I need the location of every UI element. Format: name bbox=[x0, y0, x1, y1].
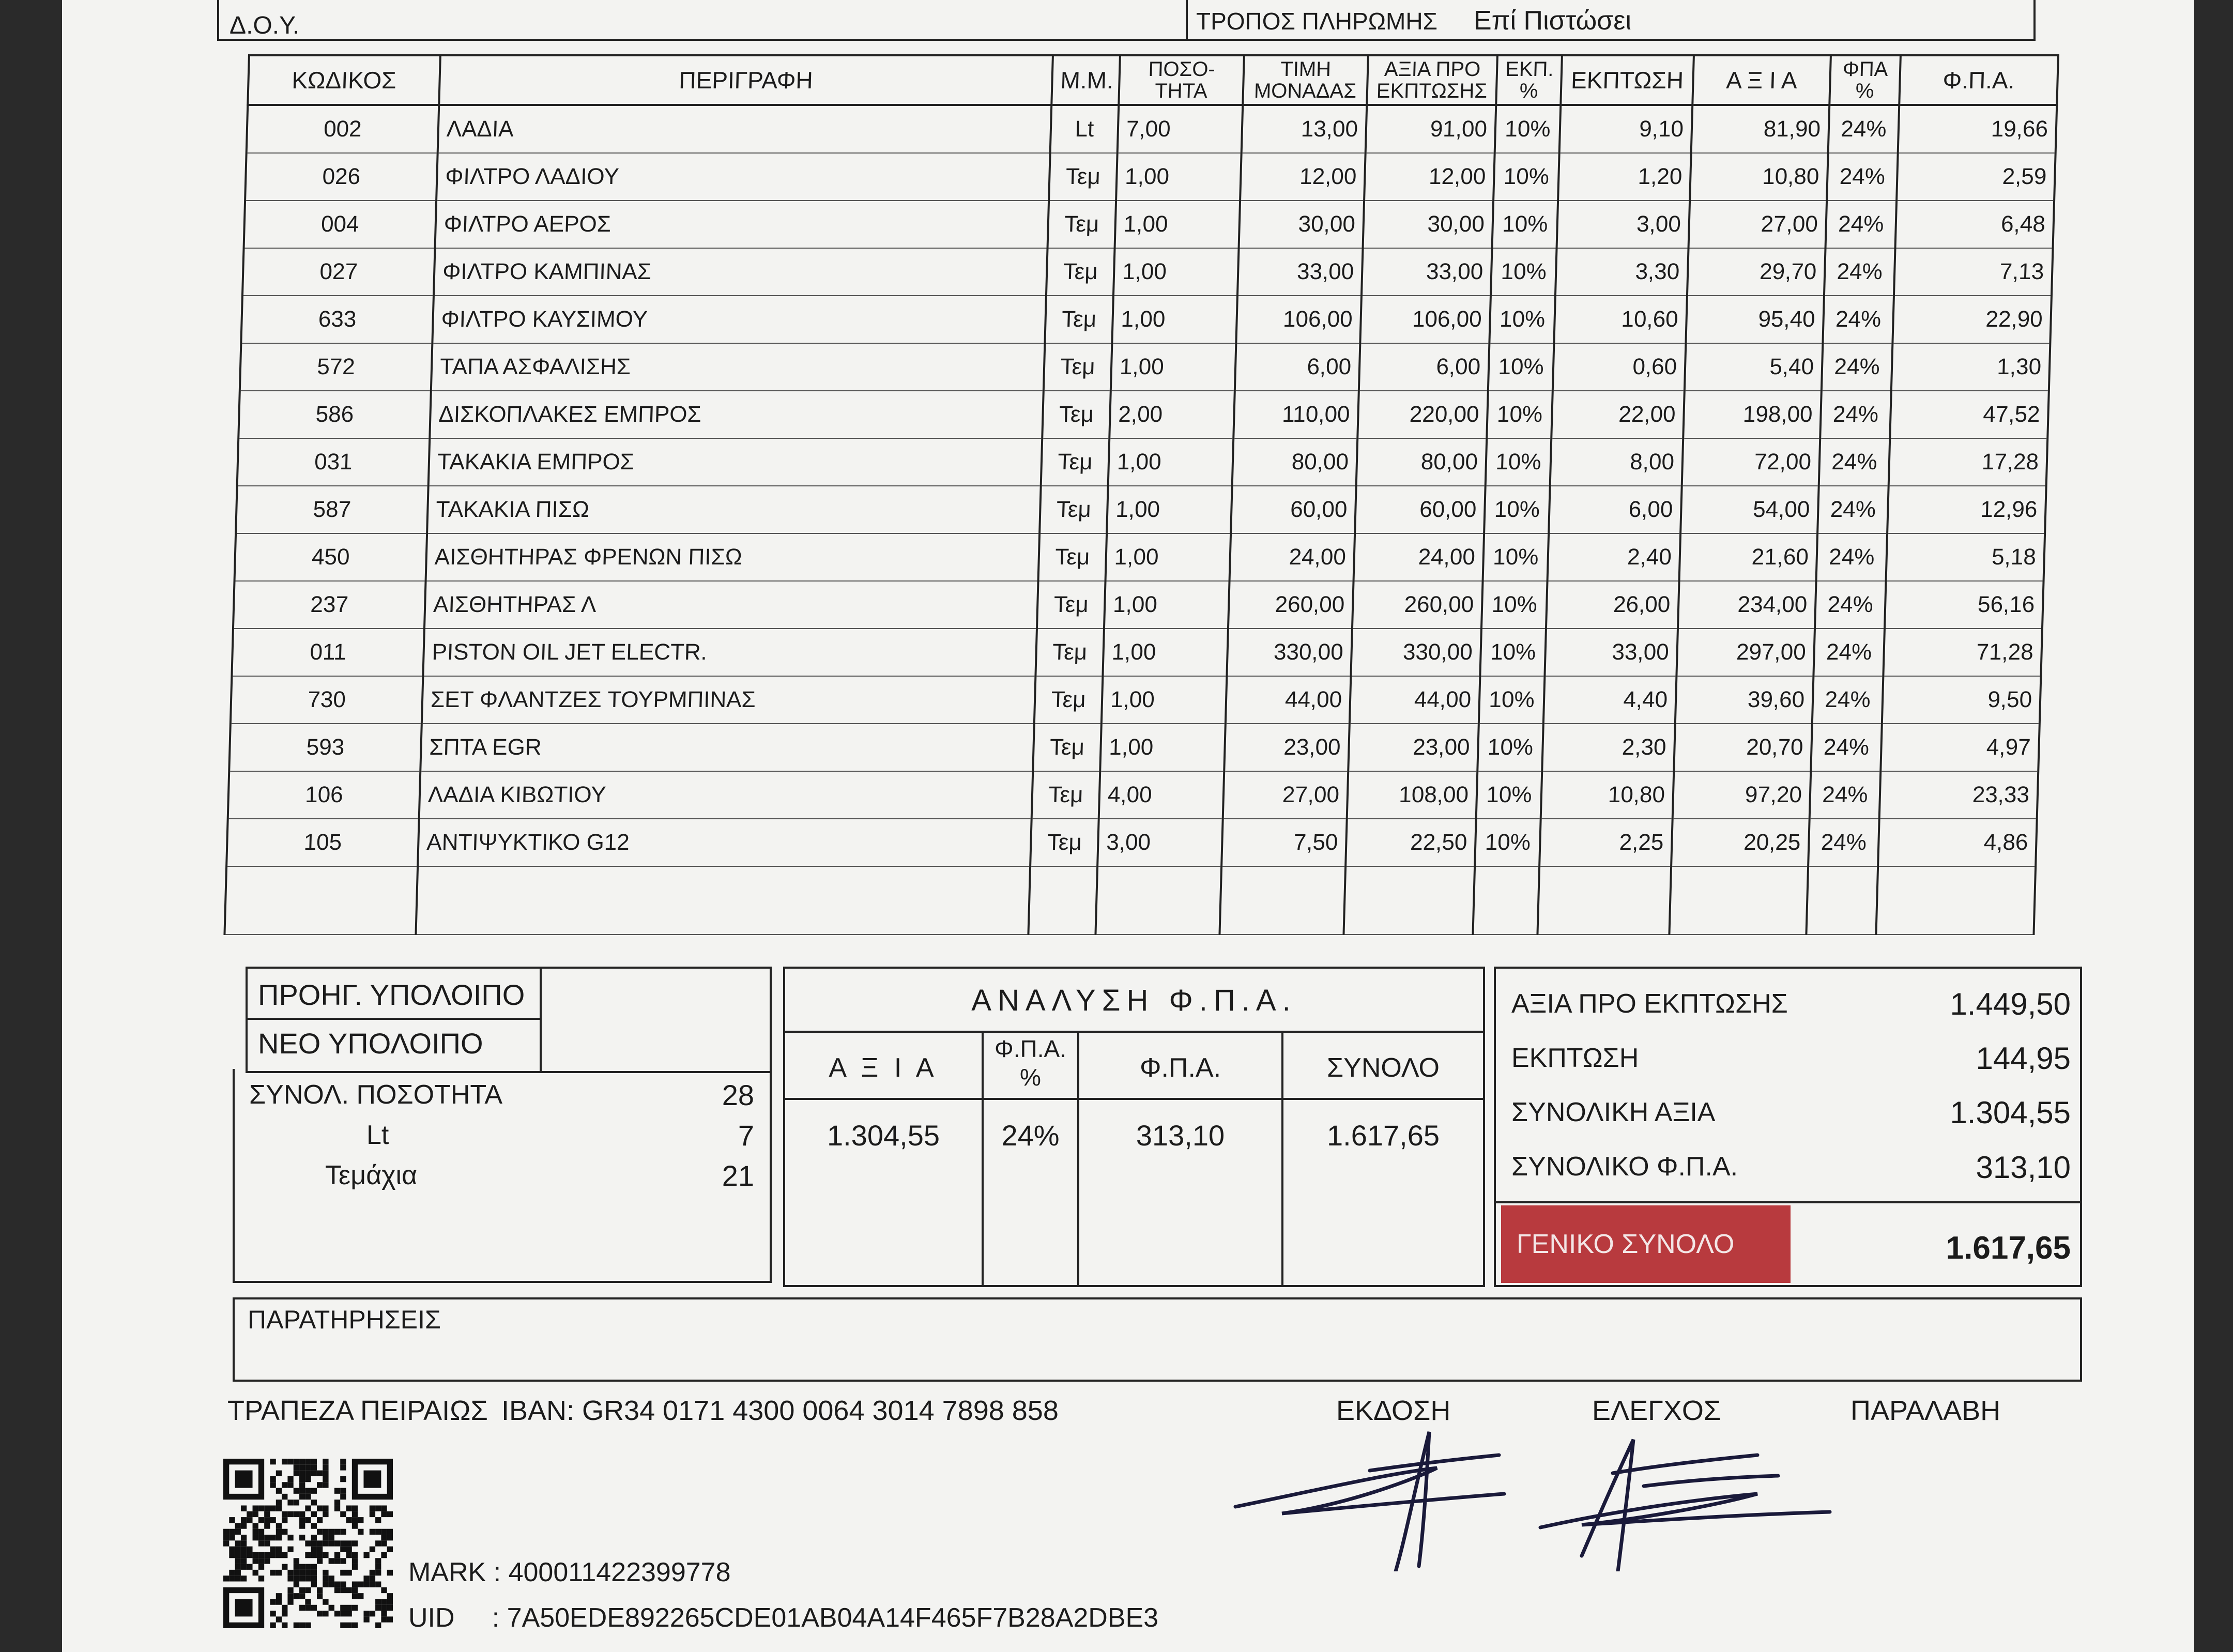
item-discount: 8,00 bbox=[1550, 438, 1684, 486]
item-unit-price: 13,00 bbox=[1242, 105, 1367, 153]
item-vat-percent: 24% bbox=[1820, 391, 1891, 438]
issue-label: ΕΚΔΟΣΗ bbox=[1336, 1395, 1451, 1426]
item-quantity: 4,00 bbox=[1099, 771, 1225, 819]
vat-value-cell: 1.304,55 bbox=[827, 1119, 940, 1152]
table-row bbox=[247, 105, 2057, 153]
vat-analysis-title: ΑΝΑΛΥΣΗ Φ.Π.Α. bbox=[971, 984, 1297, 1017]
total-qty-label: ΣΥΝΟΛ. ΠΟΣΟΤΗΤΑ bbox=[249, 1080, 503, 1110]
empty-cell bbox=[1473, 866, 1539, 935]
item-vat-percent: 24% bbox=[1812, 676, 1884, 724]
item-vat-percent: 24% bbox=[1827, 153, 1898, 201]
item-discount: 1,20 bbox=[1558, 153, 1691, 201]
item-discount-percent: 10% bbox=[1476, 771, 1542, 819]
item-quantity: 7,00 bbox=[1118, 105, 1243, 153]
item-discount-percent: 10% bbox=[1488, 343, 1554, 391]
item-value: 81,90 bbox=[1691, 105, 1830, 153]
item-gross-value: 60,00 bbox=[1355, 486, 1486, 533]
item-unit: Τεμ bbox=[1039, 486, 1108, 533]
payment-method bbox=[1196, 5, 1631, 36]
item-value: 297,00 bbox=[1676, 629, 1815, 676]
item-value: 72,00 bbox=[1682, 438, 1821, 486]
item-value: 198,00 bbox=[1683, 391, 1822, 438]
item-code: 633 bbox=[241, 296, 434, 343]
table-row bbox=[242, 248, 2053, 296]
item-gross-value: 80,00 bbox=[1356, 438, 1487, 486]
col-value-header: Α Ξ Ι Α bbox=[1692, 55, 1831, 105]
new-balance-label: ΝΕΟ ΥΠΟΛΟΙΠΟ bbox=[258, 1027, 483, 1060]
item-unit-price: 106,00 bbox=[1236, 296, 1362, 343]
item-vat-percent: 24% bbox=[1824, 248, 1895, 296]
vat-pct-header-1: Φ.Π.Α. bbox=[995, 1035, 1066, 1062]
vat-amount-header: Φ.Π.Α. bbox=[1139, 1053, 1221, 1083]
col-qty-header bbox=[1119, 55, 1244, 105]
quantities-box bbox=[233, 1069, 772, 1283]
item-discount: 9,10 bbox=[1559, 105, 1693, 153]
item-discount: 2,25 bbox=[1539, 819, 1673, 866]
item-vat: 2,59 bbox=[1896, 153, 2056, 201]
header-divider bbox=[1186, 0, 1188, 39]
net-total-value: 1.304,55 bbox=[1950, 1095, 2071, 1130]
item-vat-percent: 24% bbox=[1822, 343, 1893, 391]
item-quantity: 1,00 bbox=[1104, 581, 1230, 629]
item-code: 237 bbox=[233, 581, 426, 629]
item-discount-percent: 10% bbox=[1487, 391, 1553, 438]
item-unit: Τεμ bbox=[1044, 343, 1112, 391]
item-unit: Lt bbox=[1050, 105, 1119, 153]
col-gross-header-2: ΕΚΠΤΩΣΗΣ bbox=[1376, 80, 1488, 102]
col-qty-header-2: ΤΗΤΑ bbox=[1154, 80, 1208, 102]
item-unit: Τεμ bbox=[1030, 819, 1099, 866]
item-unit-price: 27,00 bbox=[1223, 771, 1349, 819]
previous-balance-label: ΠΡΟΗΓ. ΥΠΟΛΟΙΠΟ bbox=[258, 978, 525, 1011]
notes-label: ΠΑΡΑΤΗΡΗΣΕΙΣ bbox=[248, 1305, 441, 1334]
total-qty-value: 28 bbox=[722, 1079, 754, 1111]
item-discount-percent: 10% bbox=[1479, 676, 1545, 724]
vat-total-value: 313,10 bbox=[1976, 1150, 2071, 1185]
col-discpct-header-1: ΕΚΠ. bbox=[1505, 58, 1554, 81]
item-quantity: 1,00 bbox=[1115, 201, 1241, 248]
item-quantity: 1,00 bbox=[1108, 438, 1234, 486]
table-row bbox=[240, 343, 2051, 391]
item-vat: 19,66 bbox=[1898, 105, 2057, 153]
item-code: 026 bbox=[245, 153, 438, 201]
item-quantity: 1,00 bbox=[1116, 153, 1242, 201]
item-unit: Τεμ bbox=[1048, 201, 1116, 248]
vat-analysis-divider-header bbox=[785, 1098, 1483, 1100]
table-row bbox=[231, 676, 2041, 724]
empty-cell bbox=[1219, 866, 1345, 935]
item-unit: Τεμ bbox=[1049, 153, 1118, 201]
item-code: 002 bbox=[247, 105, 439, 153]
table-row bbox=[228, 771, 2039, 819]
col-gross-header bbox=[1367, 55, 1497, 105]
item-unit-price: 60,00 bbox=[1231, 486, 1356, 533]
col-description-header: ΠΕΡΙΓΡΑΦΗ bbox=[439, 55, 1053, 105]
item-description: ΑΝΤΙΨΥΚΤΙΚΟ G12 bbox=[418, 819, 1032, 866]
item-vat: 23,33 bbox=[1879, 771, 2039, 819]
item-gross-value: 106,00 bbox=[1360, 296, 1491, 343]
item-description: ΑΙΣΘΗΤΗΡΑΣ ΦΡΕΝΩΝ ΠΙΣΩ bbox=[426, 533, 1040, 581]
item-unit-price: 80,00 bbox=[1232, 438, 1358, 486]
item-code: 450 bbox=[235, 533, 427, 581]
item-gross-value: 91,00 bbox=[1366, 105, 1496, 153]
item-description: ΤΑΚΑΚΙΑ ΕΜΠΡΟΣ bbox=[429, 438, 1043, 486]
col-code-header: ΚΩΔΙΚΟΣ bbox=[248, 55, 440, 105]
item-description: ΤΑΠΑ ΑΣΦΑΛΙΣΗΣ bbox=[431, 343, 1045, 391]
item-vat: 6,48 bbox=[1895, 201, 2055, 248]
item-description: ΦΙΛΤΡΟ ΑΕΡΟΣ bbox=[435, 201, 1049, 248]
vat-total-label: ΣΥΝΟΛΙΚΟ Φ.Π.Α. bbox=[1511, 1152, 1738, 1182]
item-vat-percent: 24% bbox=[1819, 438, 1890, 486]
balance-box bbox=[246, 967, 772, 1073]
item-description: ΣΕΤ ΦΛΑΝΤΖΕΣ ΤΟΥΡΜΠΙΝΑΣ bbox=[422, 676, 1036, 724]
item-description: PISTON OIL JET ELECTR. bbox=[423, 629, 1037, 676]
item-quantity: 1,00 bbox=[1103, 629, 1228, 676]
item-value: 234,00 bbox=[1678, 581, 1816, 629]
item-unit: Τεμ bbox=[1042, 391, 1111, 438]
col-gross-header-1: ΑΞΙΑ ΠΡΟ bbox=[1384, 58, 1481, 81]
gross-total-label: ΑΞΙΑ ΠΡΟ ΕΚΠΤΩΣΗΣ bbox=[1511, 989, 1788, 1019]
item-gross-value: 12,00 bbox=[1364, 153, 1495, 201]
item-gross-value: 220,00 bbox=[1357, 391, 1488, 438]
item-unit-price: 330,00 bbox=[1227, 629, 1352, 676]
item-discount: 2,30 bbox=[1542, 724, 1675, 771]
lt-label: Lt bbox=[366, 1120, 389, 1150]
table-row bbox=[236, 486, 2046, 533]
mark-number: MARK : 400011422399778 bbox=[408, 1557, 731, 1587]
item-unit: Τεμ bbox=[1037, 581, 1106, 629]
pieces-label: Τεμάχια bbox=[325, 1160, 418, 1190]
item-unit-price: 7,50 bbox=[1221, 819, 1347, 866]
item-quantity: 1,00 bbox=[1111, 343, 1236, 391]
table-row bbox=[238, 391, 2049, 438]
item-code: 587 bbox=[236, 486, 429, 533]
table-row bbox=[232, 629, 2042, 676]
item-discount-percent: 10% bbox=[1483, 533, 1549, 581]
items-table bbox=[223, 54, 2059, 935]
empty-cell bbox=[1537, 866, 1671, 935]
table-row bbox=[233, 581, 2044, 629]
item-code: 105 bbox=[226, 819, 419, 866]
item-description: ΦΙΛΤΡΟ ΛΑΔΙΟΥ bbox=[436, 153, 1050, 201]
notes-box bbox=[233, 1297, 2082, 1382]
vat-total-header: ΣΥΝΟΛΟ bbox=[1327, 1053, 1440, 1083]
table-row bbox=[244, 201, 2055, 248]
item-value: 10,80 bbox=[1690, 153, 1828, 201]
item-discount: 10,60 bbox=[1554, 296, 1687, 343]
item-gross-value: 24,00 bbox=[1354, 533, 1485, 581]
item-quantity: 3,00 bbox=[1097, 819, 1223, 866]
item-vat-percent: 24% bbox=[1826, 201, 1897, 248]
grand-total-label-box bbox=[1501, 1205, 1791, 1283]
empty-cell bbox=[1876, 866, 2036, 935]
vat-analysis-box bbox=[783, 967, 1485, 1287]
item-gross-value: 30,00 bbox=[1363, 201, 1494, 248]
item-vat-percent: 24% bbox=[1808, 819, 1879, 866]
item-vat-percent: 24% bbox=[1815, 581, 1886, 629]
discount-total-label: ΕΚΠΤΩΣΗ bbox=[1511, 1043, 1639, 1073]
vat-amount-cell: 313,10 bbox=[1136, 1119, 1225, 1152]
item-quantity: 1,00 bbox=[1113, 248, 1239, 296]
empty-cell bbox=[1669, 866, 1808, 935]
item-vat-percent: 24% bbox=[1817, 486, 1889, 533]
signatures bbox=[1220, 1416, 1866, 1571]
item-description: ΔΙΣΚΟΠΛΑΚΕΣ ΕΜΠΡΟΣ bbox=[430, 391, 1044, 438]
item-unit-price: 23,00 bbox=[1224, 724, 1350, 771]
item-gross-value: 33,00 bbox=[1362, 248, 1492, 296]
item-gross-value: 6,00 bbox=[1359, 343, 1490, 391]
item-gross-value: 44,00 bbox=[1350, 676, 1480, 724]
item-discount-percent: 10% bbox=[1489, 296, 1555, 343]
check-label: ΕΛΕΓΧΟΣ bbox=[1592, 1395, 1721, 1426]
items-header-row bbox=[248, 55, 2058, 105]
item-vat: 9,50 bbox=[1882, 676, 2041, 724]
item-value: 20,70 bbox=[1674, 724, 1812, 771]
item-quantity: 2,00 bbox=[1109, 391, 1235, 438]
item-unit-price: 110,00 bbox=[1233, 391, 1359, 438]
col-price-header-1: ΤΙΜΗ bbox=[1280, 58, 1332, 81]
item-discount: 4,40 bbox=[1543, 676, 1677, 724]
empty-cell bbox=[224, 866, 418, 935]
item-discount: 2,40 bbox=[1548, 533, 1681, 581]
col-vat-header: Φ.Π.Α. bbox=[1899, 55, 2058, 105]
gross-total-value: 1.449,50 bbox=[1950, 987, 2071, 1021]
item-vat-percent: 24% bbox=[1810, 771, 1881, 819]
item-value: 95,40 bbox=[1686, 296, 1824, 343]
item-discount-percent: 10% bbox=[1480, 629, 1546, 676]
item-unit: Τεμ bbox=[1045, 296, 1113, 343]
totals-divider bbox=[1496, 1201, 2080, 1203]
table-row bbox=[235, 533, 2045, 581]
item-value: 21,60 bbox=[1679, 533, 1818, 581]
col-unit-header: Μ.Μ. bbox=[1051, 55, 1120, 105]
item-value: 54,00 bbox=[1680, 486, 1819, 533]
item-value: 39,60 bbox=[1675, 676, 1814, 724]
table-row bbox=[237, 438, 2048, 486]
item-vat-percent: 24% bbox=[1816, 533, 1888, 581]
balance-divider bbox=[248, 1018, 540, 1020]
col-discount-header: ΕΚΠΤΩΣΗ bbox=[1561, 55, 1694, 105]
item-gross-value: 330,00 bbox=[1351, 629, 1481, 676]
item-value: 97,20 bbox=[1673, 771, 1811, 819]
vat-analysis-divider-top bbox=[785, 1031, 1483, 1033]
payment-method-label: ΤΡΟΠΟΣ ΠΛΗΡΩΜΗΣ bbox=[1196, 8, 1437, 35]
item-value: 27,00 bbox=[1689, 201, 1827, 248]
totals-box bbox=[1494, 967, 2082, 1287]
grand-total-value: 1.617,65 bbox=[1946, 1230, 2071, 1266]
item-value: 29,70 bbox=[1687, 248, 1826, 296]
lt-value: 7 bbox=[738, 1119, 754, 1152]
qr-code-icon bbox=[223, 1459, 393, 1628]
item-vat: 4,86 bbox=[1878, 819, 2037, 866]
item-quantity: 1,00 bbox=[1100, 724, 1226, 771]
item-unit-price: 6,00 bbox=[1235, 343, 1360, 391]
item-description: ΑΙΣΘΗΤΗΡΑΣ Λ bbox=[424, 581, 1038, 629]
item-unit-price: 12,00 bbox=[1240, 153, 1366, 201]
item-discount-percent: 10% bbox=[1486, 438, 1552, 486]
item-unit: Τεμ bbox=[1034, 676, 1103, 724]
item-code: 593 bbox=[229, 724, 422, 771]
item-vat: 5,18 bbox=[1886, 533, 2045, 581]
item-discount-percent: 10% bbox=[1484, 486, 1550, 533]
issue-signature bbox=[1235, 1432, 1504, 1571]
col-vatpct-header-2: % bbox=[1855, 80, 1874, 102]
item-unit: Τεμ bbox=[1032, 771, 1100, 819]
item-value: 20,25 bbox=[1671, 819, 1810, 866]
item-unit: Τεμ bbox=[1046, 248, 1115, 296]
invoice-paper bbox=[62, 0, 2194, 1652]
col-vatpct-header-1: ΦΠΑ bbox=[1842, 58, 1889, 81]
item-description: ΦΙΛΤΡΟ ΚΑΜΠΙΝΑΣ bbox=[434, 248, 1048, 296]
item-gross-value: 22,50 bbox=[1345, 819, 1476, 866]
item-quantity: 1,00 bbox=[1112, 296, 1237, 343]
item-code: 027 bbox=[242, 248, 435, 296]
table-filler-row bbox=[224, 866, 2036, 935]
item-unit: Τεμ bbox=[1041, 438, 1110, 486]
vat-pct-header bbox=[984, 1035, 1077, 1092]
col-qty-header-1: ΠΟΣΟ- bbox=[1148, 58, 1216, 81]
col-discpct-header-2: % bbox=[1519, 80, 1538, 102]
item-unit: Τεμ bbox=[1038, 533, 1107, 581]
item-code: 730 bbox=[231, 676, 423, 724]
iban: IBAN: GR34 0171 4300 0064 3014 7898 858 bbox=[501, 1395, 1059, 1426]
item-discount: 33,00 bbox=[1544, 629, 1678, 676]
table-row bbox=[229, 724, 2040, 771]
item-code: 106 bbox=[228, 771, 421, 819]
item-unit: Τεμ bbox=[1033, 724, 1102, 771]
item-gross-value: 108,00 bbox=[1347, 771, 1478, 819]
item-vat: 47,52 bbox=[1890, 391, 2049, 438]
table-row bbox=[241, 296, 2052, 343]
item-description: ΛΑΔΙΑ bbox=[438, 105, 1052, 153]
item-discount-percent: 10% bbox=[1492, 201, 1558, 248]
grand-total-label: ΓΕΝΙΚΟ ΣΥΝΟΛΟ bbox=[1517, 1229, 1735, 1259]
item-quantity: 1,00 bbox=[1107, 486, 1232, 533]
item-vat: 7,13 bbox=[1894, 248, 2053, 296]
payment-method-value: Επί Πιστώσει bbox=[1474, 6, 1631, 36]
item-unit-price: 44,00 bbox=[1226, 676, 1351, 724]
pieces-value: 21 bbox=[722, 1159, 754, 1192]
item-vat: 1,30 bbox=[1891, 343, 2051, 391]
col-discpct-header bbox=[1496, 55, 1562, 105]
item-gross-value: 260,00 bbox=[1352, 581, 1483, 629]
table-row bbox=[245, 153, 2056, 201]
item-unit-price: 30,00 bbox=[1239, 201, 1365, 248]
item-code: 572 bbox=[240, 343, 433, 391]
item-vat: 12,96 bbox=[1887, 486, 2046, 533]
vat-value-header: Α Ξ Ι Α bbox=[829, 1053, 938, 1083]
item-description: ΛΑΔΙΑ ΚΙΒΩΤΙΟΥ bbox=[419, 771, 1033, 819]
empty-cell bbox=[1028, 866, 1097, 935]
net-total-label: ΣΥΝΟΛΙΚΗ ΑΞΙΑ bbox=[1511, 1097, 1716, 1127]
item-code: 011 bbox=[232, 629, 424, 676]
col-price-header-2: ΜΟΝΑΔΑΣ bbox=[1253, 80, 1357, 102]
item-discount: 3,30 bbox=[1555, 248, 1689, 296]
item-vat: 22,90 bbox=[1892, 296, 2052, 343]
item-vat-percent: 24% bbox=[1823, 296, 1894, 343]
item-quantity: 1,00 bbox=[1106, 533, 1231, 581]
table-row bbox=[226, 819, 2037, 866]
empty-cell bbox=[416, 866, 1030, 935]
item-discount: 6,00 bbox=[1549, 486, 1682, 533]
bank-name: ΤΡΑΠΕΖΑ ΠΕΙΡΑΙΩΣ bbox=[227, 1395, 488, 1426]
discount-total-value: 144,95 bbox=[1976, 1041, 2071, 1076]
item-discount: 0,60 bbox=[1553, 343, 1686, 391]
col-price-header bbox=[1243, 55, 1368, 105]
item-vat: 71,28 bbox=[1883, 629, 2042, 676]
vat-pct-cell: 24% bbox=[1001, 1119, 1060, 1152]
col-vatpct-header bbox=[1829, 55, 1901, 105]
item-description: ΤΑΚΑΚΙΑ ΠΙΣΩ bbox=[427, 486, 1041, 533]
item-gross-value: 23,00 bbox=[1348, 724, 1479, 771]
item-vat-percent: 24% bbox=[1828, 105, 1900, 153]
check-signature bbox=[1540, 1440, 1830, 1571]
item-value: 5,40 bbox=[1685, 343, 1823, 391]
item-discount: 3,00 bbox=[1557, 201, 1690, 248]
item-vat-percent: 24% bbox=[1813, 629, 1885, 676]
item-description: ΣΠΤΑ EGR bbox=[420, 724, 1034, 771]
invoice-header-strip bbox=[217, 0, 2036, 41]
empty-cell bbox=[1095, 866, 1221, 935]
item-discount: 10,80 bbox=[1541, 771, 1674, 819]
item-unit: Τεμ bbox=[1035, 629, 1104, 676]
item-unit-price: 24,00 bbox=[1230, 533, 1355, 581]
item-discount-percent: 10% bbox=[1475, 819, 1541, 866]
item-discount: 22,00 bbox=[1551, 391, 1685, 438]
item-code: 004 bbox=[244, 201, 437, 248]
item-discount-percent: 10% bbox=[1481, 581, 1548, 629]
item-vat: 4,97 bbox=[1880, 724, 2040, 771]
item-code: 586 bbox=[238, 391, 431, 438]
item-quantity: 1,00 bbox=[1102, 676, 1227, 724]
item-vat-percent: 24% bbox=[1811, 724, 1882, 771]
vat-total-cell: 1.617,65 bbox=[1327, 1119, 1440, 1152]
doy-label: Δ.Ο.Υ. bbox=[230, 12, 300, 39]
item-discount-percent: 10% bbox=[1493, 153, 1559, 201]
empty-cell bbox=[1806, 866, 1878, 935]
item-description: ΦΙΛΤΡΟ ΚΑΥΣΙΜΟΥ bbox=[432, 296, 1046, 343]
item-vat: 56,16 bbox=[1885, 581, 2044, 629]
empty-cell bbox=[1343, 866, 1475, 935]
item-unit-price: 33,00 bbox=[1237, 248, 1363, 296]
vat-pct-header-2: % bbox=[1020, 1064, 1041, 1091]
item-discount-percent: 10% bbox=[1491, 248, 1557, 296]
item-discount-percent: 10% bbox=[1477, 724, 1543, 771]
item-discount-percent: 10% bbox=[1495, 105, 1561, 153]
receipt-label: ΠΑΡΑΛΑΒΗ bbox=[1850, 1395, 2001, 1426]
balance-vertical-divider bbox=[540, 969, 542, 1071]
item-unit-price: 260,00 bbox=[1228, 581, 1354, 629]
item-discount: 26,00 bbox=[1546, 581, 1679, 629]
item-vat: 17,28 bbox=[1889, 438, 2048, 486]
uid-number: UID : 7A50EDE892265CDE01AB04A14F465F7B28A2DBE3 bbox=[408, 1603, 1159, 1633]
item-code: 031 bbox=[237, 438, 430, 486]
